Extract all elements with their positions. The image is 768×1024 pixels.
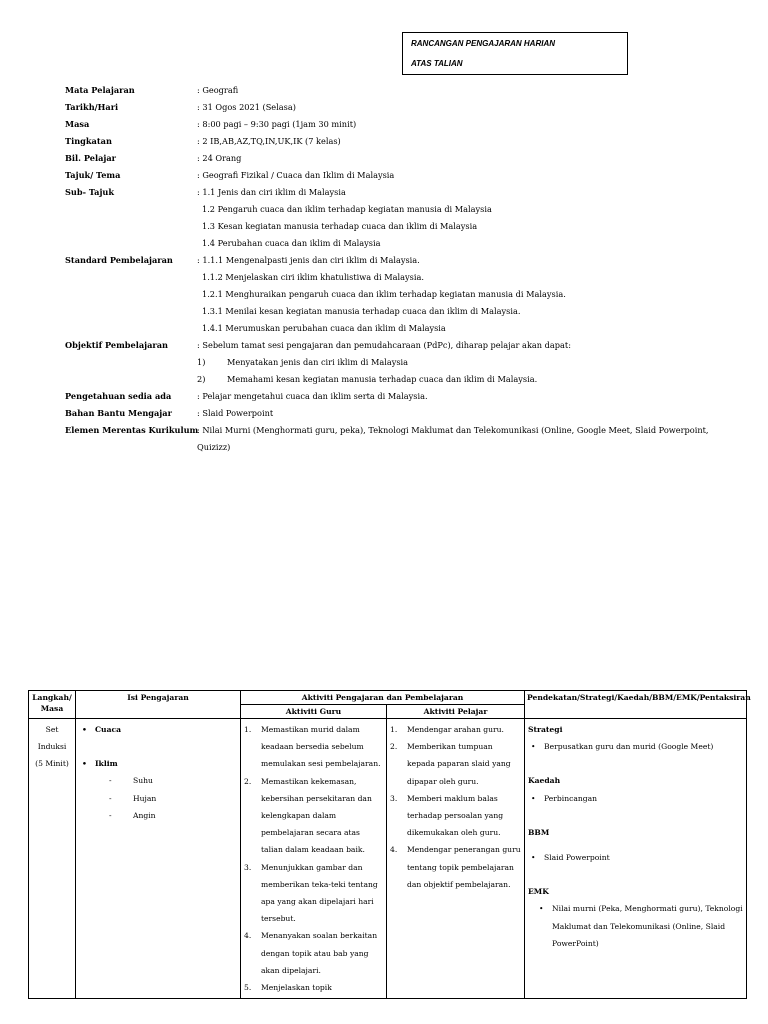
lesson-info bbox=[65, 82, 745, 456]
table-header-row bbox=[29, 691, 747, 705]
content-subitem: - Hujan bbox=[109, 790, 237, 807]
method-heading: Kaedah bbox=[528, 776, 561, 786]
content-subitem: - Suhu bbox=[109, 772, 237, 789]
teacher-activity-item: 5. Menjelaskan topik bbox=[244, 983, 332, 993]
header-content: Isi Pengajaran bbox=[76, 691, 241, 719]
header-step: Langkah/ Masa bbox=[29, 691, 76, 719]
subtopic-line: 1.4 Perubahan cuaca dan iklim di Malaysia bbox=[202, 238, 381, 248]
subtopic-line: 1.3 Kesan kegiatan manusia terhadap cuaca dan iklim di Malaysia bbox=[202, 221, 478, 231]
header-activities: Aktiviti Pengajaran dan Pembelajaran bbox=[241, 691, 525, 705]
lesson-plan-table bbox=[28, 690, 751, 999]
info-row-students: Bil. Pelajar : 24 Orang bbox=[65, 153, 242, 163]
objective-item: 1) Menyatakan jenis dan ciri iklim di Malaysia bbox=[197, 357, 409, 367]
approach-cell bbox=[525, 719, 747, 999]
teacher-activity-cell bbox=[241, 719, 387, 999]
strategy-item: • Berpusatkan guru dan murid (Google Meet) bbox=[528, 738, 743, 755]
objective-item: 2) Memahami kesan kegiatan manusia terhadap cuaca dan iklim di Malaysia. bbox=[197, 374, 538, 384]
info-row-cross-curricular: Elemen Merentas Kurikulum : Nilai Murni (Menghormati guru, peka), Teknologi Maklumat dan Telekomunikasi (Online, Google Meet, Slaid Powerpoint, bbox=[65, 425, 709, 435]
student-activity-cell bbox=[387, 719, 525, 999]
strategy-heading: Strategi bbox=[528, 725, 563, 734]
content-item: • Iklim bbox=[79, 755, 237, 772]
document-title-box bbox=[402, 32, 628, 75]
student-activity-item: 2. Memberikan tumpuan kepada paparan slaid yang dipapar oleh guru. bbox=[390, 742, 511, 786]
info-row-materials: Bahan Bantu Mengajar : Slaid Powerpoint bbox=[65, 408, 274, 418]
teacher-activity-item: 2. Memastikan kekemasan, kebersihan persekitaran dan kelengkapan dalam pembelajaran secara atas talian dalam keadaan baik. bbox=[244, 776, 372, 855]
cross-curricular-continued: Quizizz) bbox=[197, 442, 231, 452]
teacher-activity-item: 1. Memastikan murid dalam keadaan bersedia sebelum memulakan sesi pembelajaran. bbox=[244, 725, 381, 769]
header-teacher: Aktiviti Guru bbox=[241, 705, 387, 719]
standard-line: 1.2.1 Menghuraikan pengaruh cuaca dan iklim terhadap kegiatan manusia di Malaysia. bbox=[202, 289, 566, 299]
student-activity-item: 1. Mendengar arahan guru. bbox=[390, 725, 504, 734]
method-item: • Perbincangan bbox=[528, 790, 743, 807]
content-item: • Cuaca bbox=[79, 721, 237, 738]
standard-line: 1.3.1 Menilai kesan kegiatan manusia terhadap cuaca dan iklim di Malaysia. bbox=[202, 306, 521, 316]
info-row-theme: Tajuk/ Tema : Geografi Fizikal / Cuaca dan Iklim di Malaysia bbox=[65, 170, 395, 180]
info-row-prior-knowledge: Pengetahuan sedia ada : Pelajar mengetahui cuaca dan iklim serta di Malaysia. bbox=[65, 391, 428, 401]
standard-line: 1.1.2 Menjelaskan ciri iklim khatulistiwa di Malaysia. bbox=[202, 272, 424, 282]
bbm-heading: BBM bbox=[528, 827, 550, 837]
teacher-activity-item: 4. Menanyakan soalan berkaitan dengan topik atau bab yang akan dipelajari. bbox=[244, 931, 378, 975]
content-subitem: - Angin bbox=[109, 807, 237, 824]
teacher-activity-item: 3. Menunjukkan gambar dan memberikan teka-teki tentang apa yang akan dipelajari hari tersebut. bbox=[244, 862, 378, 924]
info-row-time: Masa : 8:00 pagi – 9:30 pagi (1jam 30 minit) bbox=[65, 119, 357, 129]
emk-heading: EMK bbox=[528, 887, 549, 897]
info-row-standard: Standard Pembelajaran : 1.1.1 Mengenalpasti jenis dan ciri iklim di Malaysia. bbox=[65, 255, 420, 265]
subtopic-line: 1.2 Pengaruh cuaca dan iklim terhadap kegiatan manusia di Malaysia bbox=[202, 204, 492, 214]
title-line-1: RANCANGAN PENGAJARAN HARIAN bbox=[411, 39, 556, 48]
table-row bbox=[29, 719, 747, 999]
standard-line: 1.4.1 Merumuskan perubahan cuaca dan iklim di Malaysia bbox=[202, 323, 446, 333]
student-activity-item: 3. Memberi maklum balas terhadap persoalan yang dikemukakan oleh guru. bbox=[390, 793, 504, 838]
student-activity-item: 4. Mendengar penerangan guru tentang topik pembelajaran dan objektif pembelajaran. bbox=[390, 845, 521, 889]
title-line-2: ATAS TALIAN bbox=[411, 59, 463, 68]
step-cell: Set Induksi (5 Minit) bbox=[29, 719, 76, 999]
header-student: Aktiviti Pelajar bbox=[387, 705, 525, 719]
info-row-date: Tarikh/Hari : 31 Ogos 2021 (Selasa) bbox=[65, 102, 296, 112]
info-row-objective: Objektif Pembelajaran : Sebelum tamat sesi pengajaran dan pemudahcaraan (PdPc), diharap pelajar akan dapat: bbox=[65, 340, 571, 350]
emk-item: • Nilai murni (Peka, Menghormati guru), Teknologi Maklumat dan Telekomunikasi (Online, Slaid PowerPoint) bbox=[536, 900, 743, 952]
header-approach: Pendekatan/Strategi/Kaedah/BBM/EMK/Pentaksiran bbox=[525, 691, 747, 719]
bbm-item: • Slaid Powerpoint bbox=[528, 849, 743, 866]
info-row-subtopic: Sub- Tajuk : 1.1 Jenis dan ciri iklim di Malaysia bbox=[65, 187, 346, 197]
content-cell bbox=[76, 719, 241, 999]
info-row-subject: Mata Pelajaran : Geografi bbox=[65, 85, 239, 95]
info-row-form: Tingkatan : 2 IB,AB,AZ,TQ,IN,UK,IK (7 kelas) bbox=[65, 136, 341, 146]
